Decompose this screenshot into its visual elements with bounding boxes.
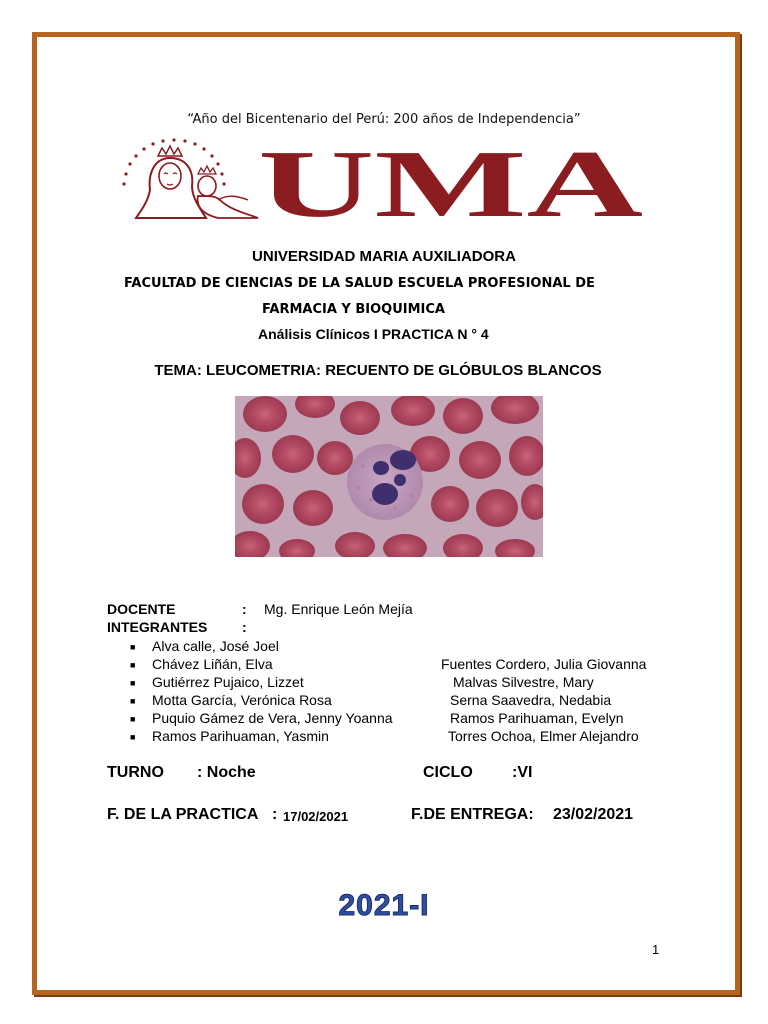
docente-value: Mg. Enrique León Mejía [264,601,413,617]
bullet-icon: ■ [130,642,136,652]
member-item: Malvas Silvestre, Mary [453,674,594,690]
bullet-icon: ■ [130,660,136,670]
semester-text: 2021-I [338,889,430,922]
faculty-line-2: FARMACIA Y BIOQUIMICA [262,302,445,317]
fecha-entrega-value: 23/02/2021 [553,806,634,823]
bullet-icon: ■ [130,696,136,706]
turno-value: : Noche [197,764,256,781]
docente-label: DOCENTE [107,601,176,617]
motto: “Año del Bicentenario del Perú: 200 años de Independencia” [187,112,581,127]
member-item: Puquio Gámez de Vera, Jenny Yoanna [152,710,393,726]
semester-title [0,884,768,924]
member-item: Alva calle, José Joel [152,638,279,654]
course-title: Análisis Clínicos I PRACTICA N ° 4 [258,326,489,342]
faculty-line-1: FACULTAD DE CIENCIAS DE LA SALUD ESCUELA PROFESIONAL DE [124,276,595,291]
member-item: Ramos Parihuaman, Evelyn [450,710,624,726]
turno-label: TURNO [107,764,164,781]
virgin-and-child-seal-icon [122,138,258,218]
page-number: 1 [652,942,660,957]
bullet-icon: ■ [130,714,136,724]
fecha-entrega-label: F.DE ENTREGA: [411,806,534,823]
ciclo-label: CICLO [423,764,473,781]
integrantes-colon: : [242,619,247,635]
member-item: Torres Ochoa, Elmer Alejandro [448,728,639,744]
fecha-practica-colon: : [272,806,278,823]
uma-logo [118,134,648,224]
member-item: Motta García, Verónica Rosa [152,692,332,708]
ciclo-value: :VI [512,764,533,781]
member-item: Chávez Liñán, Elva [152,656,273,672]
fecha-practica-value: 17/02/2021 [283,809,349,824]
blood-smear-micrograph-icon [235,396,543,557]
university-name: UNIVERSIDAD MARIA AUXILIADORA [252,248,516,265]
member-item: Fuentes Cordero, Julia Giovanna [441,656,647,672]
topic-title: TEMA: LEUCOMETRIA: RECUENTO DE GLÓBULOS BLANCOS [154,362,602,379]
member-item: Ramos Parihuaman, Yasmin [152,728,329,744]
member-item: Gutiérrez Pujaico, Lizzet [152,674,304,690]
docente-colon: : [242,601,247,617]
bullet-icon: ■ [130,732,136,742]
fecha-practica-label: F. DE LA PRACTICA [107,806,259,823]
bullet-icon: ■ [130,678,136,688]
logo-text: UMA [258,134,643,224]
member-item: Serna Saavedra, Nedabia [450,692,612,708]
integrantes-label: INTEGRANTES [107,619,208,635]
